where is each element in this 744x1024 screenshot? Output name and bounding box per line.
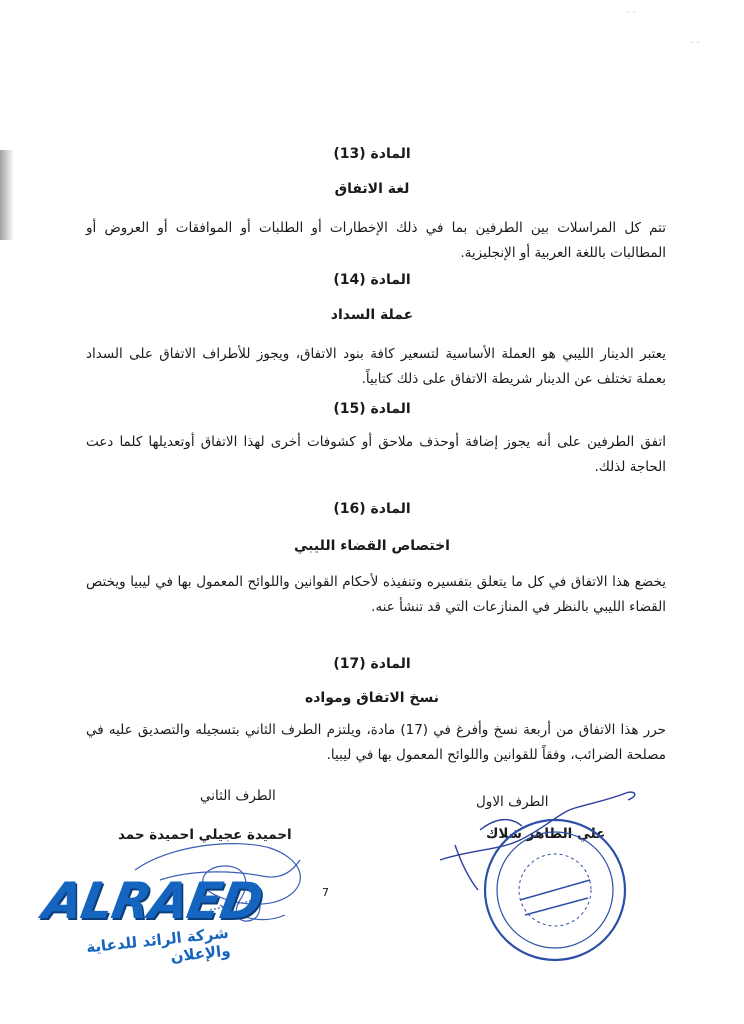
first-party-label: الطرف الاول (476, 794, 549, 810)
page-number: 7 (322, 886, 329, 899)
article-17-number: المادة (17) (333, 656, 411, 672)
watermark-logo-subtitle: شركة الرائد للدعاية والإعلان (85, 923, 232, 966)
scan-speck: · · (690, 38, 700, 49)
article-14-title: عملة السداد (330, 307, 414, 323)
watermark-logo (24, 868, 267, 988)
article-17-title: نسخ الاتفاق ومواده (304, 690, 440, 706)
first-party-name: علي الطاهر شلاك (486, 826, 606, 842)
second-party-label: الطرف الثاني (200, 788, 276, 804)
second-party-name: احميدة عجيلي احميدة حمد (118, 827, 292, 843)
article-17-body: حرر هذا الاتفاق من أربعة نسخ وأفرغ في (17) مادة، ويلتزم الطرف الثاني بتسجيله والتصديق عليه في مصلحة الضرائب، وفقاً للقوانين واللوائح المعمول بها في ليبيا. (86, 722, 666, 763)
article-13-number: المادة (13) (333, 146, 411, 162)
article-14-body: يعتبر الدينار الليبي هو العملة الأساسية لتسعير كافة بنود الاتفاق، ويجوز للأطراف الاتفاق على السداد بعملة تختلف عن الدينار شريطة الاتفاق على ذلك كتابياً. (86, 346, 666, 387)
article-14-number: المادة (14) (333, 272, 411, 288)
article-16-number: المادة (16) (333, 501, 411, 517)
article-13-body: تتم كل المراسلات بين الطرفين بما في ذلك الإخطارات أو الطلبات أو الموافقات أو العروض أو المطالبات باللغة العربية أو الإنجليزية. (86, 220, 666, 261)
article-15-body: اتفق الطرفين على أنه يجوز إضافة أوحذف ملاحق أو كشوفات أخرى لهذا الاتفاق أوتعديلها كلما دعت الحاجة لذلك. (86, 434, 666, 475)
article-16-body: يخضع هذا الاتفاق في كل ما يتعلق بتفسيره وتنفيذه لأحكام القوانين واللوائح المعمول بها في ليبيا ويختص القضاء الليبي بالنظر في المنازعات التي قد تنشأ عنه. (86, 574, 666, 615)
official-stamp (485, 820, 625, 960)
watermark-logo-text: ALRAED (38, 872, 267, 930)
article-13-title: لغة الاتفاق (334, 181, 410, 197)
scan-speck: · · (626, 8, 636, 19)
article-15-number: المادة (15) (333, 401, 411, 417)
article-16-title: اختصاص القضاء الليبي (294, 538, 450, 554)
